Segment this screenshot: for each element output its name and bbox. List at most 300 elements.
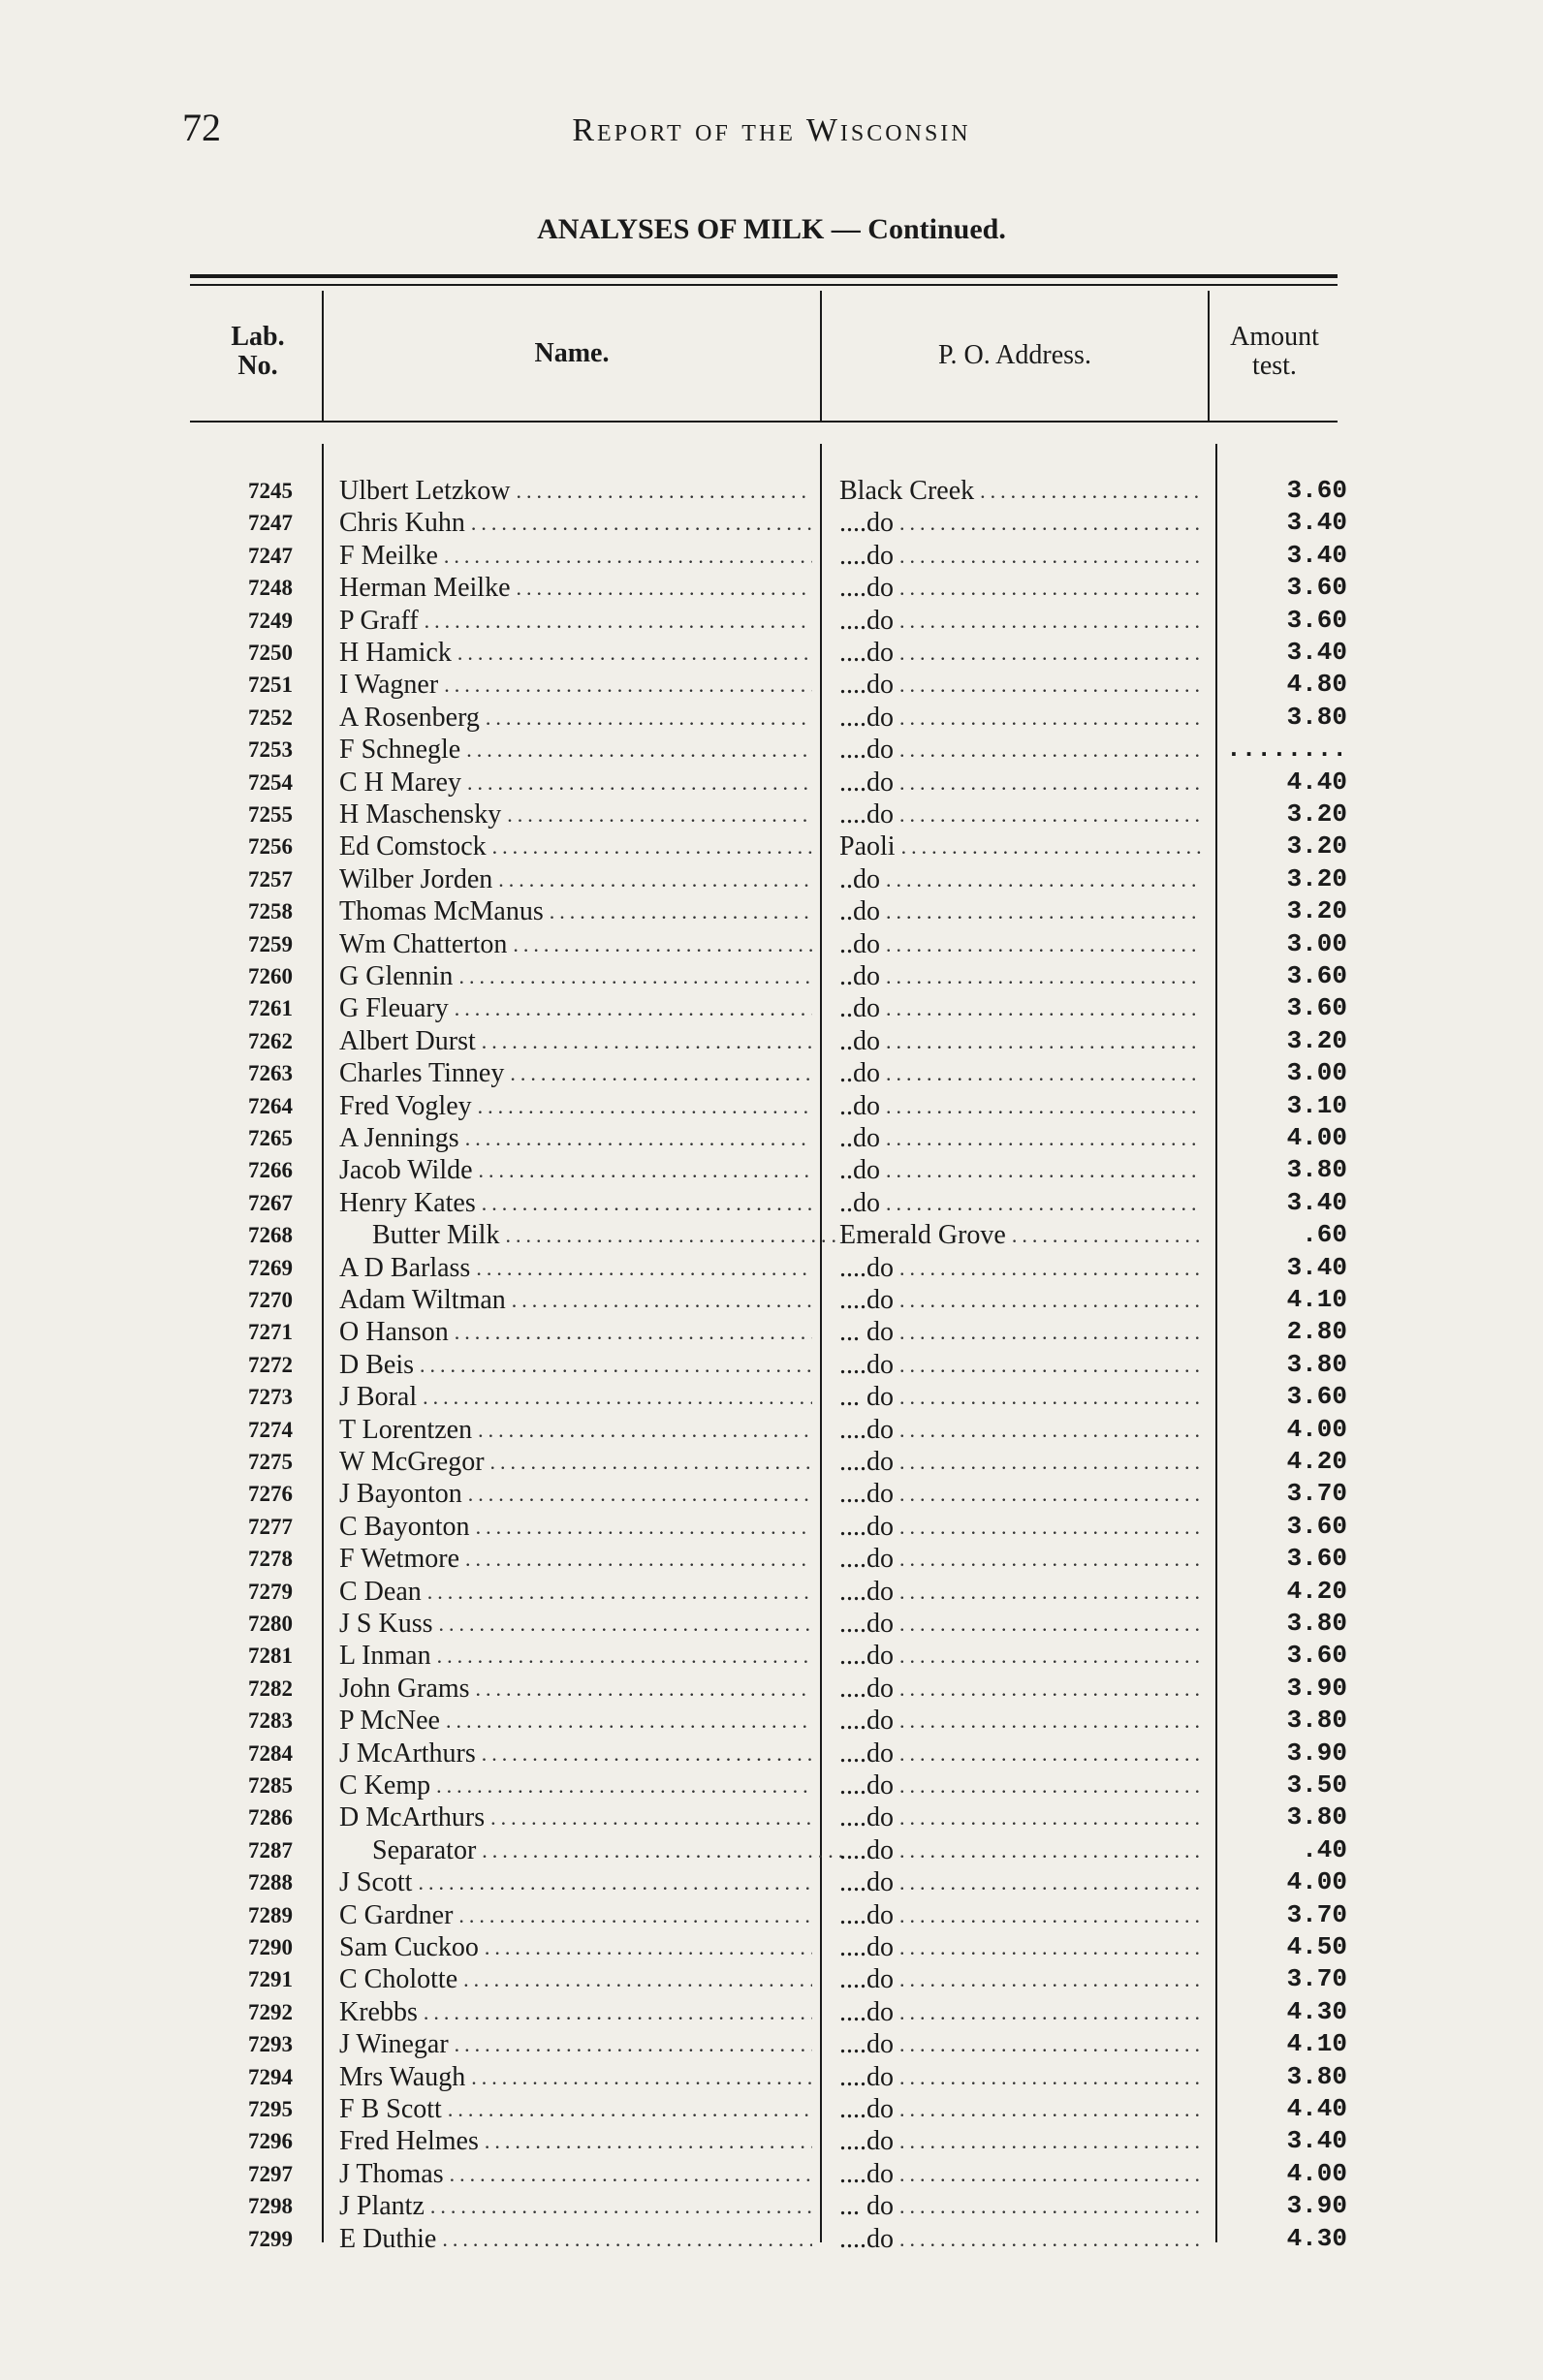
table-row	[0, 1414, 1543, 1446]
amount-test: 3.20	[1286, 1025, 1347, 1055]
dot-leader	[425, 605, 812, 637]
table-row	[0, 540, 1543, 572]
header-bottom-rule	[190, 421, 1338, 423]
name-text: J Bayonton	[339, 1479, 462, 1510]
table-row	[0, 1122, 1543, 1154]
name-cell	[339, 1025, 812, 1057]
header-lab-line1: Lab.	[231, 322, 285, 352]
address-cell	[839, 572, 1202, 604]
address-text: ....do	[839, 1576, 894, 1607]
table-row	[0, 2093, 1543, 2125]
address-text: ..do	[839, 993, 880, 1024]
header-lab-line2: No.	[237, 351, 278, 381]
address-cell	[839, 1252, 1202, 1284]
address-cell	[839, 1511, 1202, 1543]
name-text: Sam Cuckoo	[339, 1932, 479, 1962]
amount-test: ........	[1226, 735, 1347, 765]
dot-leader	[436, 1769, 812, 1801]
address-cell	[839, 2125, 1202, 2157]
address-text: ....do	[839, 1252, 894, 1283]
dot-leader	[899, 2093, 1202, 2125]
name-text: P McNee	[339, 1706, 440, 1737]
name-cell	[339, 992, 812, 1024]
dot-leader	[899, 1963, 1202, 1995]
dot-leader	[886, 960, 1202, 992]
dot-leader	[886, 895, 1202, 927]
name-cell	[339, 702, 812, 734]
name-text: F B Scott	[339, 2094, 442, 2124]
name-text: Wilber Jorden	[339, 863, 493, 894]
lab-number: 7251	[248, 673, 293, 698]
address-cell	[839, 1122, 1202, 1154]
address-text: ....do	[839, 1285, 894, 1315]
amount-test: 3.80	[1286, 2061, 1347, 2091]
name-cell	[339, 1963, 812, 1995]
name-text: W McGregor	[339, 1447, 485, 1477]
lab-number: 7264	[248, 1093, 293, 1118]
address-cell	[839, 1414, 1202, 1446]
dot-leader	[899, 507, 1202, 539]
name-cell	[339, 2223, 812, 2255]
lab-number: 7282	[248, 1675, 293, 1701]
amount-test: 4.40	[1286, 767, 1347, 797]
address-cell	[839, 2158, 1202, 2190]
table-row	[0, 1090, 1543, 1122]
name-text: C Bayonton	[339, 1511, 470, 1542]
address-cell	[839, 1478, 1202, 1510]
table-row	[0, 1608, 1543, 1640]
address-cell	[839, 992, 1202, 1024]
name-cell	[339, 1219, 845, 1251]
name-text: J Winegar	[339, 2029, 449, 2060]
name-text: T Lorentzen	[339, 1414, 473, 1445]
dot-leader	[467, 767, 812, 799]
lab-number: 7296	[248, 2129, 293, 2154]
address-text: Black Creek	[839, 476, 975, 506]
dot-leader	[498, 863, 812, 895]
name-cell	[339, 1414, 812, 1446]
lab-number: 7265	[248, 1126, 293, 1150]
lab-number: 7284	[248, 1740, 293, 1766]
name-text: Separator	[372, 1834, 477, 1865]
name-cell	[339, 1738, 812, 1769]
dot-leader	[899, 1769, 1202, 1801]
lab-number: 7288	[248, 1870, 293, 1895]
dot-leader	[517, 475, 813, 507]
dot-leader	[517, 572, 813, 604]
dot-leader	[899, 1543, 1202, 1575]
lab-number: 7283	[248, 1708, 293, 1734]
table-row	[0, 734, 1543, 766]
name-text: Fred Helmes	[339, 2126, 479, 2157]
address-cell	[839, 767, 1202, 799]
name-cell	[339, 2190, 812, 2222]
address-text: ....do	[839, 1867, 894, 1898]
dot-leader	[512, 1284, 812, 1316]
address-cell	[839, 1154, 1202, 1186]
dot-leader	[899, 1996, 1202, 2028]
address-cell	[839, 895, 1202, 927]
amount-test: 4.10	[1286, 1285, 1347, 1314]
lab-number: 7260	[248, 964, 293, 988]
name-text: C Gardner	[339, 1899, 454, 1930]
address-cell	[839, 1349, 1202, 1381]
name-text: Charles Tinney	[339, 1058, 505, 1089]
lab-number: 7278	[248, 1547, 293, 1572]
table-row	[0, 830, 1543, 862]
lab-number: 7289	[248, 1902, 293, 1927]
amount-test: 3.40	[1286, 1187, 1347, 1217]
dot-leader	[886, 928, 1202, 960]
name-cell	[339, 605, 812, 637]
dot-leader	[899, 1640, 1202, 1672]
lab-number: 7253	[248, 737, 293, 763]
name-cell	[339, 1284, 812, 1316]
name-cell	[339, 1154, 812, 1186]
address-text: ..do	[839, 1187, 880, 1218]
address-cell	[839, 1057, 1202, 1089]
address-cell	[839, 702, 1202, 734]
name-text: H Hamick	[339, 638, 452, 668]
dot-leader	[899, 734, 1202, 766]
name-text: C H Marey	[339, 767, 461, 798]
amount-test: 3.90	[1286, 1738, 1347, 1768]
dot-leader	[899, 2028, 1202, 2060]
address-cell	[839, 1640, 1202, 1672]
name-cell	[339, 2158, 812, 2190]
lab-number: 7280	[248, 1612, 293, 1636]
address-cell	[839, 475, 1202, 507]
lab-number: 7252	[248, 705, 293, 730]
table-row	[0, 507, 1543, 539]
dot-leader	[458, 1899, 812, 1931]
name-text: F Wetmore	[339, 1544, 459, 1575]
name-cell	[339, 830, 812, 862]
address-text: ....do	[839, 2126, 894, 2157]
name-text: Mrs Waugh	[339, 2061, 466, 2092]
name-text: J Plantz	[339, 2191, 425, 2222]
address-cell	[839, 1316, 1202, 1348]
name-cell	[339, 1381, 812, 1413]
address-text: ..do	[839, 896, 880, 927]
address-cell	[839, 1090, 1202, 1122]
name-text: C Kemp	[339, 1770, 431, 1801]
amount-test: 3.10	[1286, 1090, 1347, 1120]
dot-leader	[482, 1025, 812, 1057]
amount-test: 3.70	[1286, 1479, 1347, 1509]
amount-test: .60	[1302, 1220, 1347, 1250]
address-text: ....do	[839, 670, 894, 701]
header-lab-no	[194, 323, 322, 381]
address-text: ....do	[839, 1609, 894, 1639]
dot-leader	[430, 2190, 812, 2222]
dot-leader	[899, 1576, 1202, 1608]
table-row	[0, 702, 1543, 734]
amount-test: 3.20	[1286, 831, 1347, 861]
dot-leader	[455, 1316, 812, 1348]
address-text: Paoli	[839, 831, 896, 862]
dot-leader	[476, 1511, 812, 1543]
table-row	[0, 1025, 1543, 1057]
dot-leader	[899, 1446, 1202, 1478]
amount-test: 3.60	[1286, 476, 1347, 505]
header-name: Name.	[534, 338, 610, 368]
amount-test: 4.50	[1286, 1932, 1347, 1961]
table-row	[0, 572, 1543, 604]
name-cell	[339, 1349, 812, 1381]
name-cell	[339, 1899, 812, 1931]
lab-number: 7250	[248, 641, 293, 665]
name-cell	[339, 1543, 812, 1575]
address-cell	[839, 928, 1202, 960]
dot-leader	[886, 1057, 1202, 1089]
dot-leader	[899, 1349, 1202, 1381]
name-text: Fred Vogley	[339, 1090, 472, 1121]
name-text: Wm Chatterton	[339, 928, 508, 959]
amount-test: 3.40	[1286, 1252, 1347, 1282]
amount-test: 4.20	[1286, 1576, 1347, 1606]
address-cell	[839, 1576, 1202, 1608]
address-cell	[839, 2061, 1202, 2093]
amount-test: 3.60	[1286, 1382, 1347, 1412]
amount-test: 3.60	[1286, 1641, 1347, 1671]
name-cell	[339, 669, 812, 701]
address-text: ... do	[839, 1317, 894, 1348]
address-text: ....do	[839, 1414, 894, 1445]
dot-leader	[899, 2158, 1202, 2190]
dot-leader	[490, 1446, 812, 1478]
amount-test: 3.40	[1286, 508, 1347, 538]
dot-leader	[886, 1187, 1202, 1219]
amount-test: 3.80	[1286, 1155, 1347, 1185]
dot-leader	[485, 1931, 812, 1963]
dot-leader	[899, 1381, 1202, 1413]
dot-leader	[437, 1640, 812, 1672]
amount-test: 3.70	[1286, 1899, 1347, 1929]
lab-number: 7287	[248, 1837, 293, 1863]
dot-leader	[420, 1349, 812, 1381]
dot-leader	[482, 1187, 812, 1219]
table-row	[0, 1349, 1543, 1381]
lab-number: 7249	[248, 608, 293, 633]
table-row	[0, 1705, 1543, 1737]
address-cell	[839, 1834, 1202, 1866]
name-cell	[339, 1478, 812, 1510]
address-text: ....do	[839, 1932, 894, 1962]
dot-leader	[886, 992, 1202, 1024]
dot-leader	[899, 1511, 1202, 1543]
lab-number: 7266	[248, 1158, 293, 1183]
dot-leader	[899, 2190, 1202, 2222]
dot-leader	[899, 1284, 1202, 1316]
name-cell	[339, 540, 812, 572]
lab-number: 7258	[248, 899, 293, 924]
dot-leader	[899, 669, 1202, 701]
lab-number: 7261	[248, 996, 293, 1021]
dot-leader	[478, 1414, 812, 1446]
table-row	[0, 1543, 1543, 1575]
address-cell	[839, 507, 1202, 539]
header-amount-line2: test.	[1252, 351, 1297, 381]
address-text: ..do	[839, 928, 880, 959]
address-cell	[839, 2190, 1202, 2222]
name-cell	[339, 1673, 812, 1705]
name-cell	[339, 507, 812, 539]
lab-number: 7277	[248, 1514, 293, 1539]
address-cell	[839, 1996, 1202, 2028]
address-text: ....do	[839, 1479, 894, 1510]
dot-leader	[418, 1866, 812, 1898]
address-cell	[839, 1866, 1202, 1898]
lab-number: 7290	[248, 1935, 293, 1959]
table-row	[0, 1478, 1543, 1510]
dot-leader	[444, 669, 812, 701]
name-cell	[339, 1608, 812, 1640]
table-row	[0, 992, 1543, 1024]
lab-number: 7271	[248, 1320, 293, 1345]
address-text: ....do	[839, 1834, 894, 1865]
name-text: D McArthurs	[339, 1802, 486, 1833]
lab-number: 7281	[248, 1644, 293, 1669]
amount-test: 4.80	[1286, 670, 1347, 700]
lab-number: 7299	[248, 2226, 293, 2251]
table-row	[0, 1187, 1543, 1219]
dot-leader	[886, 1025, 1202, 1057]
dot-leader	[466, 734, 812, 766]
dot-leader	[886, 1154, 1202, 1186]
name-text: A Rosenberg	[339, 702, 480, 733]
table-row	[0, 1769, 1543, 1801]
address-text: ....do	[839, 799, 894, 830]
dot-leader	[886, 1090, 1202, 1122]
address-text: ....do	[839, 2029, 894, 2060]
name-cell	[339, 1769, 812, 1801]
dot-leader	[899, 1705, 1202, 1737]
dot-leader	[486, 702, 812, 734]
address-text: ....do	[839, 1706, 894, 1737]
dot-leader	[899, 1801, 1202, 1833]
address-text: ....do	[839, 1544, 894, 1575]
name-text: Albert Durst	[339, 1025, 476, 1056]
lab-number: 7248	[248, 576, 293, 601]
dot-leader	[471, 507, 812, 539]
dot-leader	[476, 1673, 812, 1705]
dot-leader	[899, 1478, 1202, 1510]
address-cell	[839, 1187, 1202, 1219]
name-cell	[339, 1640, 812, 1672]
dot-leader	[465, 1543, 812, 1575]
table-row	[0, 1576, 1543, 1608]
address-text: ....do	[839, 1641, 894, 1672]
name-cell	[339, 1057, 812, 1089]
address-text: ....do	[839, 1770, 894, 1801]
table-row	[0, 1252, 1543, 1284]
dot-leader	[886, 863, 1202, 895]
table-row	[0, 1931, 1543, 1963]
name-text: G Fleuary	[339, 993, 449, 1024]
name-text: Ed Comstock	[339, 831, 487, 862]
dot-leader	[507, 799, 812, 830]
table-row	[0, 605, 1543, 637]
name-cell	[339, 1931, 812, 1963]
dot-leader	[485, 2125, 812, 2157]
address-cell	[839, 1381, 1202, 1413]
amount-test: 3.80	[1286, 702, 1347, 732]
name-cell	[339, 475, 812, 507]
address-cell	[839, 669, 1202, 701]
address-text: ....do	[839, 2094, 894, 2124]
table-row	[0, 1511, 1543, 1543]
lab-number: 7270	[248, 1288, 293, 1312]
lab-number: 7256	[248, 834, 293, 860]
dot-leader	[510, 1057, 812, 1089]
table-row	[0, 799, 1543, 830]
lab-number: 7263	[248, 1061, 293, 1086]
address-cell	[839, 637, 1202, 669]
address-text: ....do	[839, 1899, 894, 1930]
dot-leader	[476, 1252, 812, 1284]
address-text: ....do	[839, 1673, 894, 1704]
dot-leader	[505, 1219, 845, 1251]
name-cell	[339, 1446, 812, 1478]
address-cell	[839, 1608, 1202, 1640]
name-text: D Beis	[339, 1349, 414, 1380]
amount-test: 3.60	[1286, 1544, 1347, 1574]
address-cell	[839, 1931, 1202, 1963]
table-row	[0, 1801, 1543, 1833]
table-title: ANALYSES OF MILK — Continued.	[537, 213, 1006, 245]
amount-test: 3.50	[1286, 1770, 1347, 1800]
name-text: O Hanson	[339, 1317, 449, 1348]
name-text: J S Kuss	[339, 1609, 433, 1639]
address-text: ....do	[839, 2223, 894, 2254]
table-row	[0, 1738, 1543, 1769]
address-cell	[839, 1769, 1202, 1801]
address-text: ....do	[839, 767, 894, 798]
address-cell	[839, 1705, 1202, 1737]
amount-test: 4.10	[1286, 2029, 1347, 2059]
table-row	[0, 1866, 1543, 1898]
name-text: P Graff	[339, 605, 419, 636]
dot-leader	[457, 637, 812, 669]
name-cell	[339, 1511, 812, 1543]
lab-number: 7255	[248, 802, 293, 827]
name-text: F Schnegle	[339, 735, 461, 766]
dot-leader	[899, 1738, 1202, 1769]
dot-leader	[423, 1381, 812, 1413]
table-row	[0, 2028, 1543, 2060]
name-cell	[339, 1801, 812, 1833]
lab-number: 7269	[248, 1255, 293, 1280]
address-cell	[839, 1219, 1202, 1251]
amount-test: 3.20	[1286, 896, 1347, 926]
lab-number: 7291	[248, 1967, 293, 1992]
address-text: ....do	[839, 702, 894, 733]
address-text: ....do	[839, 1996, 894, 2027]
amount-test: 3.40	[1286, 638, 1347, 667]
name-cell	[339, 734, 812, 766]
table-row	[0, 863, 1543, 895]
name-text: Jacob Wilde	[339, 1155, 473, 1186]
lab-number: 7247	[248, 543, 293, 568]
table-row	[0, 1899, 1543, 1931]
dot-leader	[980, 475, 1202, 507]
table-row	[0, 1316, 1543, 1348]
address-text: ....do	[839, 1511, 894, 1542]
name-cell	[339, 1187, 812, 1219]
name-cell	[339, 2125, 812, 2157]
name-text: Krebbs	[339, 1996, 418, 2027]
